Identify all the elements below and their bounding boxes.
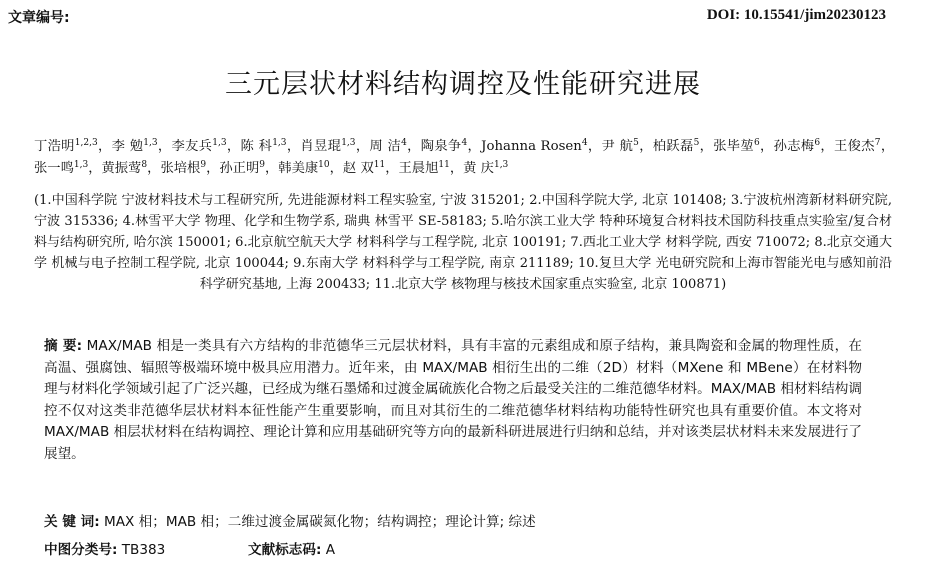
abstract [44,336,862,465]
clc-value: TB383 [121,542,166,558]
author [34,161,88,176]
author [278,161,329,176]
author-name: 丁浩明 [34,139,75,154]
author [241,139,287,154]
author-name: Johanna Rosen [481,139,582,154]
author-name: 柏跃磊 [652,139,694,154]
author-name: 周 洁 [369,139,402,154]
author-name: 李友兵 [171,139,213,154]
clc-label: 中图分类号: [44,542,118,558]
author-affiliation-index: 9 [200,160,207,170]
author [713,139,760,154]
author [112,139,158,154]
author-name: 尹 航 [601,139,634,154]
author [102,161,148,176]
author-name: 张一鸣 [34,161,74,176]
author-affiliation-index: 10 [318,160,330,170]
author [300,139,355,154]
author-name: 陈 科 [240,139,273,154]
author-name: 王晨旭 [398,161,439,176]
author-name: 张毕堃 [713,139,754,154]
author-affiliation-index: 9 [259,160,265,170]
author-name: 赵 双 [342,161,374,176]
author-affiliation-index: 11 [373,160,386,170]
author-affiliation-index: 1,3 [341,138,356,148]
author [343,161,385,176]
author [834,139,881,154]
author [369,139,406,154]
author-name: 黄 庆 [463,161,494,176]
author-affiliation-index: 5 [693,138,700,148]
keywords-text: MAX 相；MAB 相；二维过渡金属碳氮化物；结构调控；理论计算; 综述 [104,514,536,530]
author-affiliation-index: 5 [633,138,639,148]
author [421,139,468,154]
author-affiliation-index: 1,3 [212,138,227,148]
author-name: 陶泉争 [420,139,462,154]
doc-code-value: A [325,542,336,558]
author-name: 张培根 [160,161,201,176]
author [172,139,227,154]
author-name: 肖昱琨 [300,139,342,154]
author-affiliation-index: 4 [581,138,588,148]
author-name: 王俊杰 [834,139,875,154]
author-affiliation-index: 1,2,3 [74,138,98,148]
author-list: 丁浩明$^{1,2,3}$，李 勉$^{1,3}$，李友兵$^{1,3}$，陈 科$^{1,3}$，肖昱琨$^{1,3}$，周 洁$^4$，陶泉争$^4$，Johanna Rosen$^4$，尹 航$^5$，柏跃磊$^5$，张毕堃$^6$，孙志梅$^6$，王俊杰$^7$，张一鸣$^{1,3}$，黄振莺$^8$，张培根$^9$，孙正明$^9$，韩美康$^{10}$，赵 双$^{11}$，王晨旭$^{11}$，黄 庆$^{1,3}$ [34,138,895,176]
author-affiliation-index: 8 [141,160,148,170]
keywords-label: 关 键 词: [44,514,100,530]
author-affiliation-index: 7 [874,138,881,148]
author-affiliation-index: 11 [438,160,450,170]
author [399,161,450,176]
author-name: 韩美康 [278,161,319,176]
author [481,139,587,154]
author-affiliation-index: 6 [753,138,760,148]
abstract-label: 摘 要: [44,338,83,354]
author-affiliation-index: 1,3 [73,160,89,170]
author [34,139,98,154]
author [160,161,206,176]
author-name: 孙志梅 [773,139,815,154]
author [653,139,700,154]
paper-title: 三元层状材料结构调控及性能研究进展 [225,69,701,100]
author-affiliation-index: 1,3 [272,138,287,148]
doc-code-label: 文献标志码: [248,542,322,558]
author-affiliation-index: 4 [461,138,468,148]
affiliations: (1.中国科学院 宁波材料技术与工程研究所, 先进能源材料工程实验室, 宁波 315201; 2.中国科学院大学, 北京 101408; 3.宁波杭州湾新材料研究院, 宁波 315336; 4.林雪平大学 物理、化学和生物学系, 瑞典 林雪平 SE-58183; 5.哈尔滨工业大学 特种环境复合材料技术国防科技重点实验室/复合材料与结构研究所, 哈尔滨 150001; 6.北京航空航天大学 材料科学与工程学院, 北京 100191; 7.西北工业大学 材料学院, 西安 710072; 8.北京交通大学 机械与电子控制工程学院, 北京 100044; 9.东南大学 材料科学与工程学院, 南京 211189; 10.复旦大学 光电研究院和上海市智能光电与感知前沿科学研究基地, 上海 200433; 11.北京大学 核物理与核技术国家重点实验室, 北京 100871) [34,193,892,292]
author-name: 孙正明 [219,161,260,176]
author-affiliation-index: 4 [401,138,407,148]
author [774,139,821,154]
doi: DOI: 10.15541/jim20230123 [706,7,886,23]
article-number-label: 文章编号: [8,10,70,26]
author-name: 黄振莺 [101,161,142,176]
author-affiliation-index: 6 [814,138,821,148]
author-name: 李 勉 [111,139,144,154]
author [219,161,265,176]
author [601,139,638,154]
author [463,161,508,176]
keywords [44,510,536,530]
author-affiliation-index: 1,3 [493,160,509,170]
clc-number [44,538,165,558]
abstract-text: MAX/MAB 相是一类具有六方结构的非范德华三元层状材料，具有丰富的元素组成和原子结构，兼具陶瓷和金属的物理性质，在高温、强腐蚀、辐照等极端环境中极具应用潜力。近年来，由 MAX/MAB 相衍生出的二维（2D）材料（MXene 和 MBene）在材料物理与材料化学领域引起了广泛兴趣，已经成为继石墨烯和过渡金属硫族化合物之后最受关注的二维范德华材料。MAX/MAB 相材料结构调控不仅对这类非范德华层状材料本征性能产生重要影响，而且对其衍生的二维范德华材料结构功能特性研究也具有重要价值。本文将对 MAX/MAB 相层状材料在结构调控、理论计算和应用基础研究等方向的最新科研进展进行归纳和总结，并对该类层状材料未来发展进行了展望。 [44,338,863,462]
author-affiliation-index: 1,3 [143,138,158,148]
document-code [248,538,335,558]
